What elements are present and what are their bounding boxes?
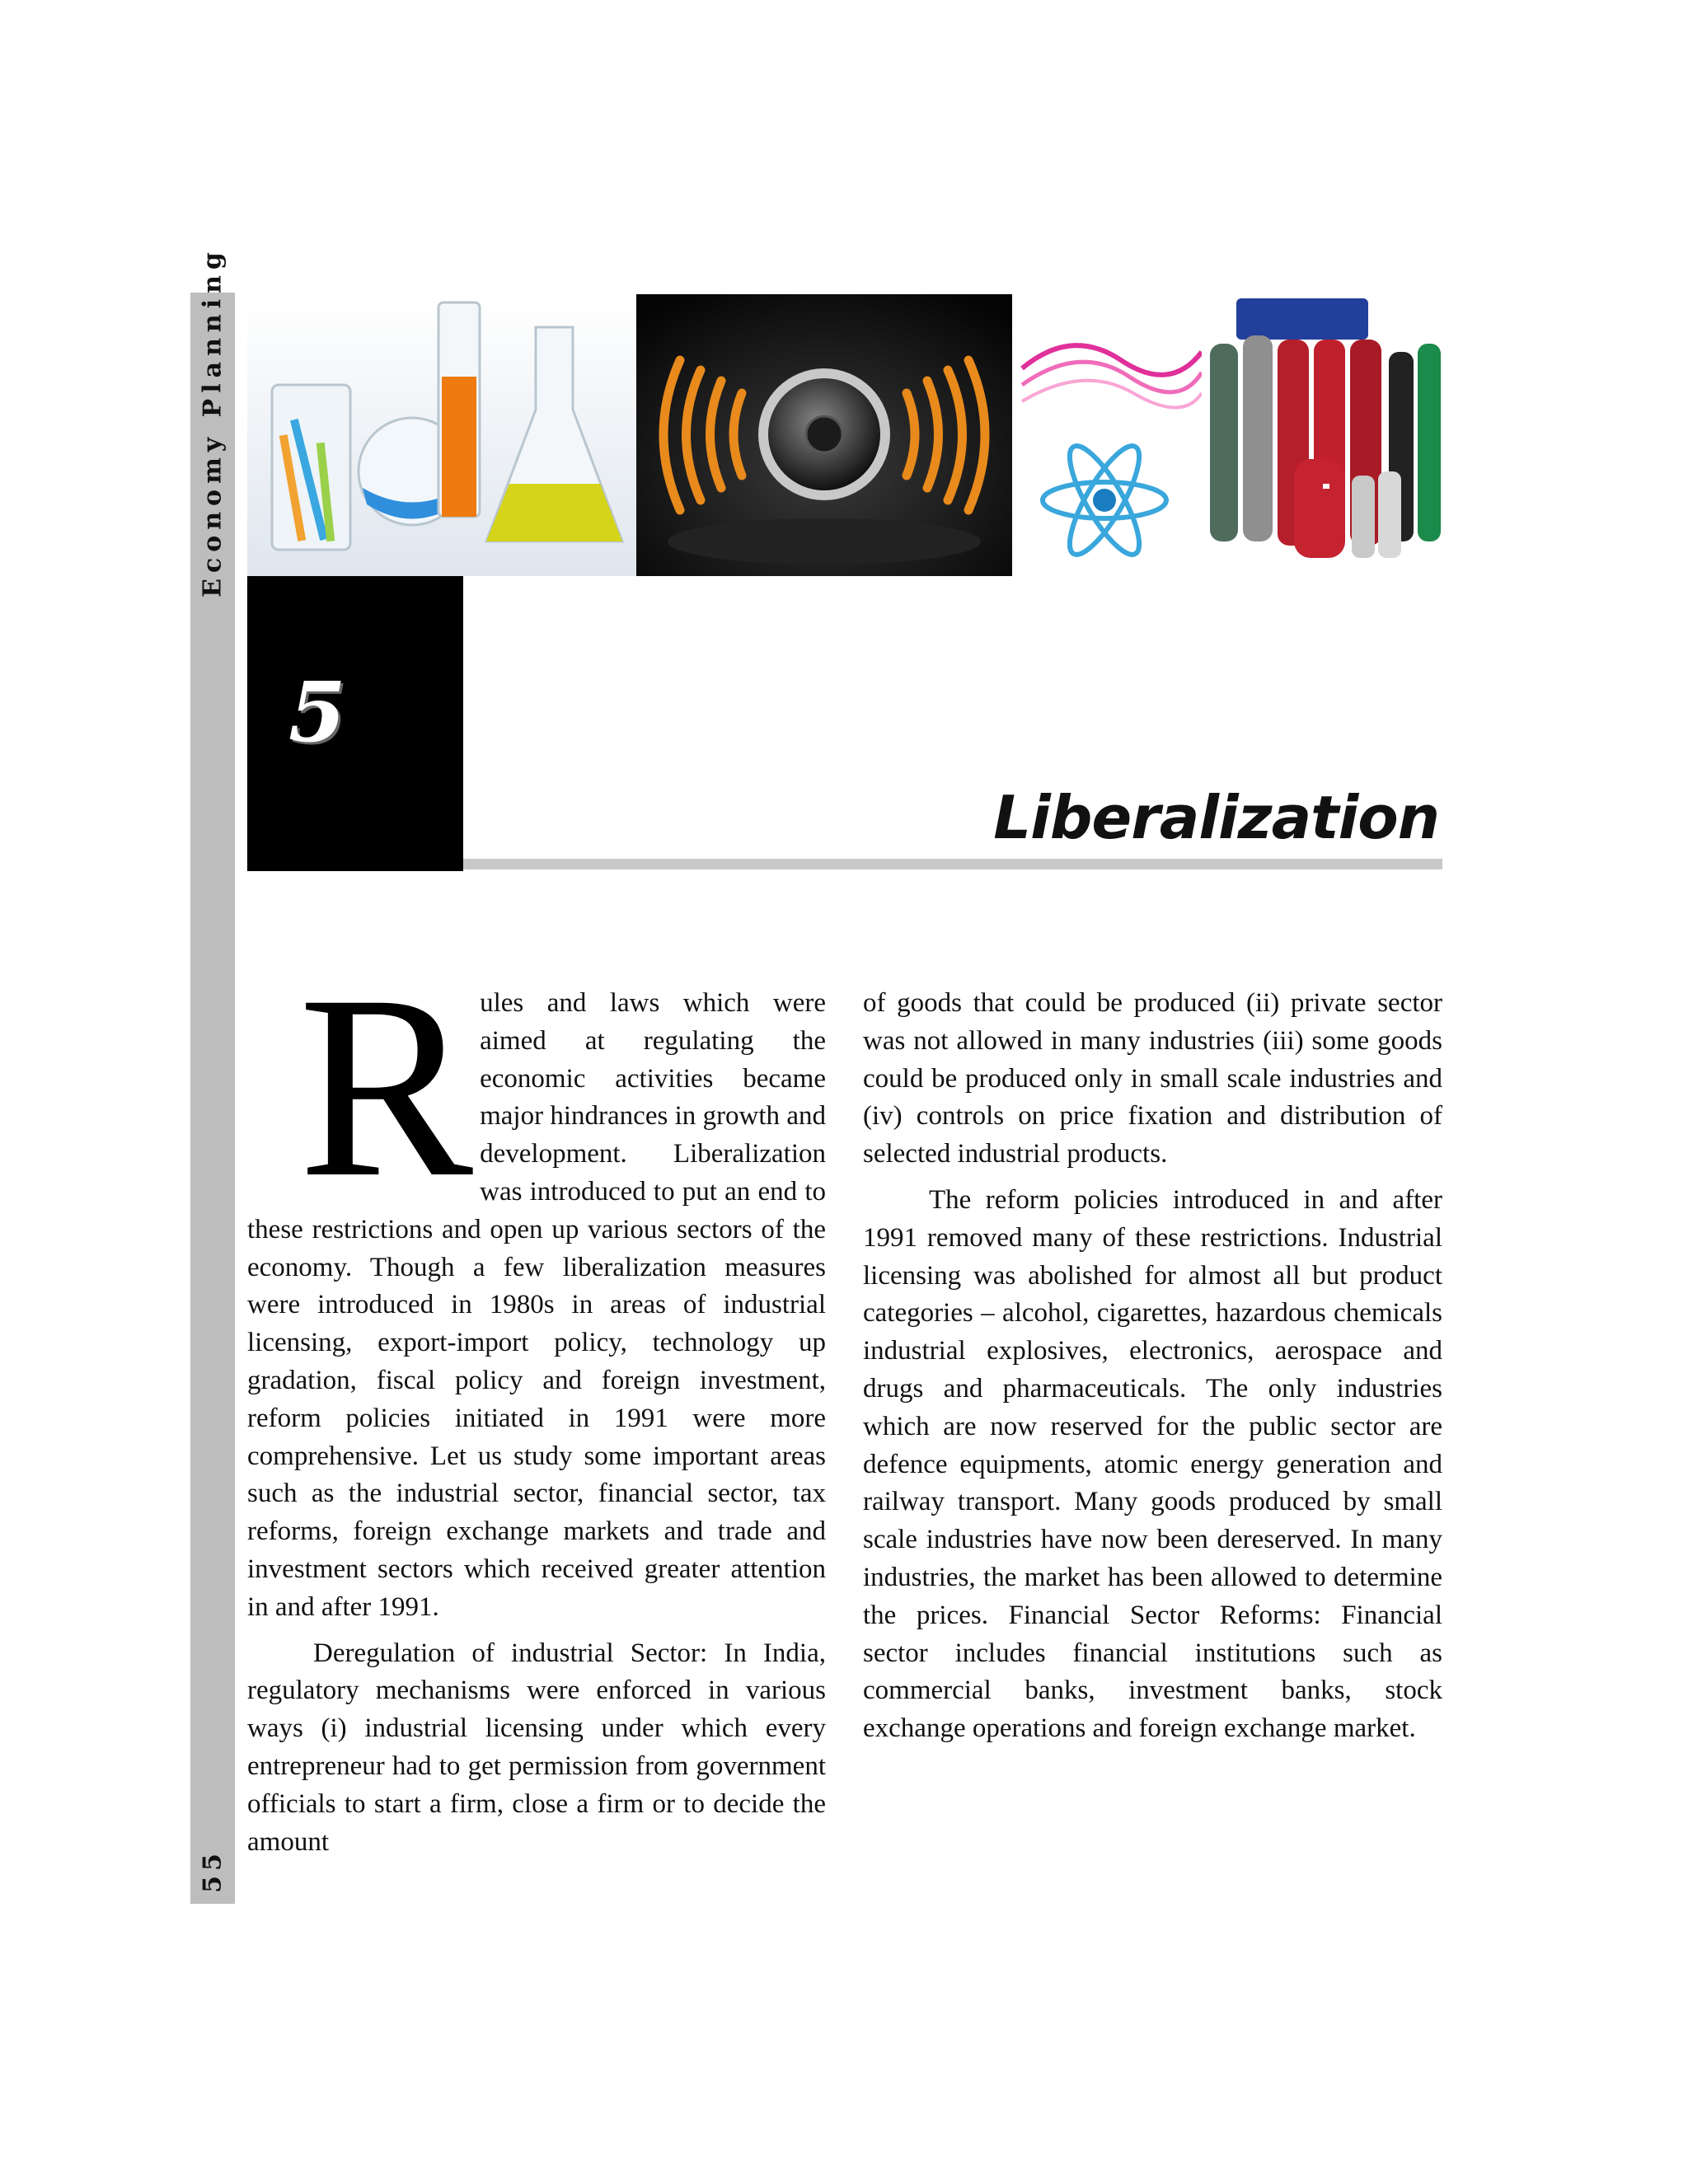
paragraph: The reform policies introduced in and after 1991 removed many of these restrictions. Industrial licensing was abolished for almost all but product categories – alcohol, cigarettes, hazardous chemicals industrial explosives, electronics, aerospace and drugs and pharmaceuticals. The only industries which are now reserved for the public sector are defence equipments, atomic energy generation and railway transport. Many goods produced by small scale industries have now been dereserved. In many industries, the market has been allowed to determine the prices. Financial Sector Reforms: Financial sector includes financial institutions such as commercial banks, investment banks, stock exchange operations and foreign exchange market.: [863, 1184, 1442, 1744]
page-number-text: 55: [198, 1849, 227, 1893]
title-underline: [463, 859, 1442, 869]
atom-image: [1012, 294, 1202, 576]
chapter-title: Liberalization: [993, 783, 1439, 852]
drop-cap: R: [298, 941, 474, 1231]
chapter-number: 5: [288, 663, 346, 761]
chapter-number-block: [247, 576, 463, 871]
body-column-left: [247, 941, 826, 1861]
lab-glassware-image: [247, 294, 636, 576]
chapter-photo-strip: [247, 294, 1442, 576]
paragraph: of goods that could be produced (ii) private sector was not allowed in many industries (iii) some goods could be produced only in small scale industries and (iv) controls on price fixation and distribution of selected industrial products.: [863, 988, 1442, 1169]
gas-cylinders-image: [1202, 294, 1442, 576]
speaker-image: [636, 294, 1012, 576]
paragraph-text: ules and laws which were aimed at regulating the economic activities became major hindrances in growth and development. Liberalization was introduced to put an end to these restrictions and open up various sectors of the economy. Though a few liberalization measures were introduced in 1980s in areas of industrial licensing, export-import policy, technology up gradation, fiscal policy and foreign investment, reform policies initiated in 1991 were more comprehensive. Let us study some important areas such as the industrial sector, financial sector, tax reforms, foreign exchange markets and trade and investment sectors which received greater attention in and after 1991.: [247, 988, 826, 1622]
running-head-text: Economy Planning: [198, 246, 227, 598]
body-column-right: [863, 985, 1442, 1748]
paragraph: Deregulation of industrial Sector: In India, regulatory mechanisms were enforced in various ways (i) industrial licensing under which every entrepreneur had to get permission from government officials to start a firm, close a firm or to decide the amount: [247, 1638, 826, 1857]
paragraph: [247, 941, 826, 1627]
